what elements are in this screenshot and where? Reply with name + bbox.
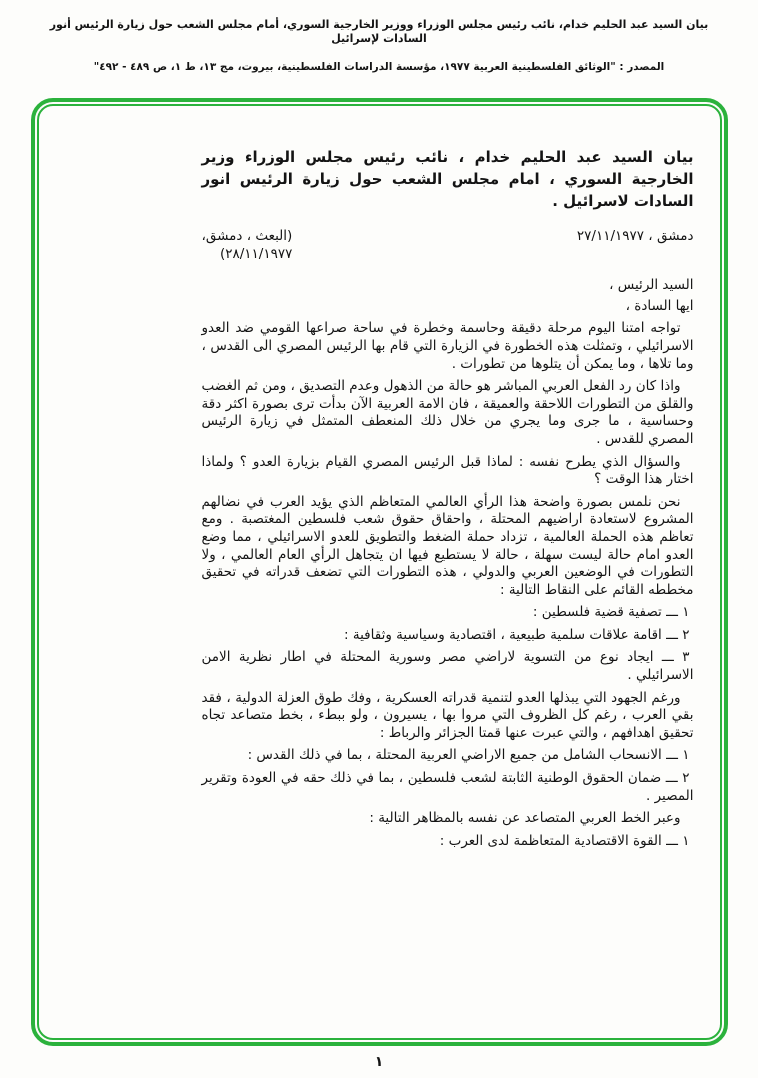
document-title: بيان السيد عبد الحليم خدام ، نائب رئيس مجلس الوزراء وزير الخارجية السوري ، امام مجلس الشعب حول زيارة الرئيس انور السادات لاسرائيل . — [201, 148, 694, 210]
dateline-place-date: دمشق ، ٢٧/١١/١٩٧٧ — [576, 228, 694, 244]
paragraph-5: ورغم الجهود التي يبذلها العدو لتنمية قدراته العسكرية ، وفك طوق العزلة الدولية ، فقد بقي العرب ، رغم كل الظروف التي مروا بها ، يسيرون ، ولو ببطء ، بخط متصاعد تجاه تحقيق اهدافهم ، والتي عبرت عنها قمتا الجزائر والرباط : — [201, 689, 694, 741]
paragraph-6: وعبر الخط العربي المتصاعد عن نفسه بالمظاهر التالية : — [369, 810, 681, 827]
green-double-frame — [31, 98, 728, 1046]
list-item-6: ١ ـــ القوة الاقتصادية المتعاظمة لدى العرب : — [439, 832, 690, 849]
salutation-president: السيد الرئيس ، — [609, 277, 694, 294]
dateline-publication-line1: (البعث ، دمشق، — [201, 228, 293, 244]
paragraph-3: والسؤال الذي يطرح نفسه : لماذا قبل الرئيس المصري القيام بزيارة العدو ؟ ولماذا اختار هذا الوقت ؟ — [201, 453, 694, 488]
salutation-gentlemen: ايها السادة ، — [625, 297, 694, 314]
list-item-4: ١ ـــ الانسحاب الشامل من جميع الاراضي العربية المحتلة ، بما في ذلك القدس : — [247, 747, 690, 764]
list-item-2: ٢ ـــ اقامة علاقات سلمية طبيعية ، اقتصادية وسياسية وثقافية : — [344, 626, 690, 643]
page-header — [0, 0, 758, 74]
document-body — [202, 146, 694, 850]
dateline-publication — [202, 228, 293, 263]
paragraph-2: واذا كان رد الفعل العربي المباشر هو حالة من الذهول وعدم التصديق ، ومن ثم الغضب والقلق من التطورات اللاحقة والعميقة ، فان الامة العربية الآن بدأت ترى بصورة اكثر دقة وحساسية ، ما جرى وما يجري من خلال ذلك المنعطف المتمثل في زيارة الرئيس المصري للقدس . — [201, 378, 694, 447]
paragraph-1: تواجه امتنا اليوم مرحلة دقيقة وحاسمة وخطرة في ساحة صراعها القومي ضد العدو الاسرائيلي ، وتمثلت هذه الخطورة في الزيارة التي قام بها الرئيس المصري الى القدس ، وما تلاها ، وما يمكن أن يتلوها من تطورات . — [201, 320, 694, 372]
paragraph-4: نحن نلمس بصورة واضحة هذا الرأي العالمي المتعاظم الذي يؤيد العرب في نضالهم المشروع لاستعادة اراضيهم المحتلة ، واحقاق حقوق شعب فلسطين المغتصبة . ومع تعاظم هذه الحملة العالمية ، تزداد حملة الضغط والتطويق للعدو الاسرائيلي ، مما وضع العدو امام حالة ليست سهلة ، حالة لا يستطيع فيها ان يتجاهل الرأي العام العالمي ، ولا التطورات في الوضعين العربي والدولي ، هذه التطورات التي تضعف قدراته في تحقيق مخططه القائم على النقاط التالية : — [201, 493, 694, 598]
list-item-1: ١ ـــ تصفية قضية فلسطين : — [532, 604, 690, 621]
dateline — [202, 228, 694, 263]
list-item-5: ٢ ـــ ضمان الحقوق الوطنية الثابتة لشعب فلسطين ، بما في ذلك حقه في العودة وتقرير المصير . — [201, 770, 694, 804]
dateline-publication-line2: ٢٨/١١/١٩٧٧) — [219, 245, 293, 262]
page-number: ١ — [374, 1054, 384, 1070]
header-title: بيان السيد عبد الحليم خدام، نائب رئيس مجلس الوزراء ووزير الخارجية السوري، أمام مجلس الشعب حول زيارة الرئيس أنور السادات لإسرائيل — [49, 18, 709, 45]
green-frame-inner-border — [37, 104, 722, 1040]
header-source-citation: المصدر : "الوثائق الفلسطينية العربية ١٩٧٧، مؤسسة الدراسات الفلسطينية، بيروت، مج ١٣، ط ١، ص ٤٨٩ - ٤٩٢" — [93, 61, 665, 73]
list-item-3: ٣ ـــ ايجاد نوع من التسوية لاراضي مصر وسورية المحتلة في اطار نظرية الامن الاسرائيلي . — [201, 649, 694, 684]
